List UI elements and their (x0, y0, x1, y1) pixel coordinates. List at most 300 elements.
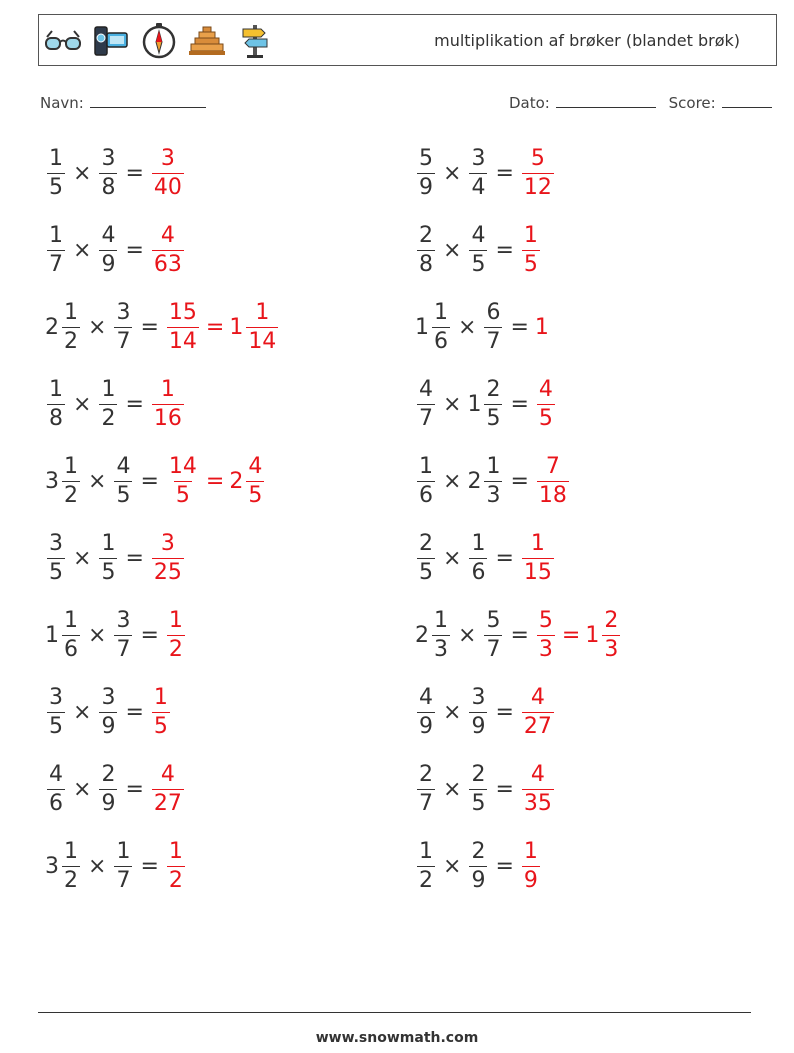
operand-a-denominator: 7 (419, 790, 433, 816)
problem-item (45, 605, 187, 665)
times-sign: × (73, 776, 92, 802)
answer-mixed-denominator: 5 (248, 482, 263, 508)
operand-a-denominator: 6 (434, 328, 448, 354)
operand-a-numerator: 2 (419, 530, 433, 556)
operand-b-numerator: 4 (116, 453, 131, 479)
operand-a-numerator: 1 (64, 838, 78, 864)
problem-item (415, 605, 622, 665)
equals-sign: = (125, 699, 144, 725)
operand-a-denominator: 6 (64, 636, 78, 662)
operand-a-denominator: 7 (419, 405, 433, 431)
problem-item (415, 374, 557, 434)
times-sign: × (458, 314, 477, 340)
answer-numerator: 1 (523, 222, 538, 248)
answer-numerator: 4 (160, 222, 175, 248)
equals-sign: = (125, 391, 144, 417)
operand-b-numerator: 3 (101, 684, 116, 710)
operand-a-number (415, 761, 437, 816)
times-sign: × (88, 468, 107, 494)
answer-numerator: 3 (160, 530, 175, 556)
answer (520, 684, 556, 739)
answer-mixed-number (585, 607, 622, 662)
answer-mixed-fraction (246, 299, 278, 354)
operand-a-number (45, 761, 67, 816)
operand-b-number (112, 607, 134, 662)
operand-a-number (415, 299, 452, 354)
equals-sign: = (125, 545, 144, 571)
operand-a-numerator: 1 (64, 453, 78, 479)
operand-b-number (97, 530, 119, 585)
answer-number (520, 838, 542, 893)
operand-a-denominator: 9 (419, 174, 433, 200)
operand-a-number (45, 453, 82, 508)
operand-a-whole: 1 (45, 622, 59, 648)
operand-a-numerator: 1 (64, 299, 78, 325)
operand-b-number (467, 761, 489, 816)
answer-denominator: 27 (523, 713, 552, 739)
answer-mixed-denominator: 14 (248, 328, 277, 354)
answer (165, 838, 187, 893)
name-line[interactable] (90, 93, 206, 108)
answer-fraction (167, 453, 199, 508)
operand-b-numerator: 2 (471, 838, 486, 864)
score-line[interactable] (722, 93, 772, 108)
operand-b-denominator: 7 (116, 636, 131, 662)
answer-numerator: 4 (530, 684, 545, 710)
answer-mixed-whole: 2 (229, 468, 244, 494)
answer-numerator: 15 (168, 299, 197, 325)
operand-b-numerator: 2 (471, 761, 486, 787)
operand-b-numerator: 1 (116, 838, 131, 864)
problem-item (45, 451, 266, 511)
operand-b-number (97, 222, 119, 277)
problem-item (45, 374, 186, 434)
footer-url[interactable]: www.snowmath.com (315, 1030, 479, 1046)
answer-denominator: 15 (523, 559, 552, 585)
operand-a-fraction (47, 145, 65, 200)
pyramid-icon (187, 21, 227, 61)
answer-numerator: 1 (530, 530, 545, 556)
answer (535, 376, 557, 431)
operand-a-denominator: 2 (64, 328, 78, 354)
answer-fraction (537, 376, 555, 431)
answer-fraction (167, 607, 185, 662)
operand-b-fraction (484, 376, 502, 431)
answer-whole: 1 (534, 314, 549, 340)
operand-b-fraction (484, 453, 502, 508)
answer-number (520, 222, 542, 277)
operand-b-fraction (469, 761, 487, 816)
operand-a-numerator: 5 (419, 145, 433, 171)
answer (150, 530, 186, 585)
operand-b-numerator: 1 (101, 376, 116, 402)
operand-b-denominator: 5 (101, 559, 116, 585)
date-score-fields (509, 93, 772, 112)
problem-item (45, 528, 186, 588)
answer-numerator: 4 (160, 761, 175, 787)
answer-denominator: 9 (523, 867, 538, 893)
answer-equals-sign: = (561, 622, 581, 648)
answer (520, 838, 542, 893)
answer-number (520, 761, 556, 816)
operand-a-number (45, 607, 82, 662)
operand-a-denominator: 5 (49, 713, 63, 739)
answer-number (150, 222, 186, 277)
operand-b-number (467, 222, 489, 277)
answer (150, 376, 186, 431)
answer (165, 607, 187, 662)
equals-sign: = (495, 853, 514, 879)
problem-item (415, 528, 556, 588)
operand-b-number (467, 376, 504, 431)
answer-denominator: 18 (538, 482, 567, 508)
operand-a-numerator: 1 (49, 222, 63, 248)
problem-item (45, 759, 186, 819)
operand-a-denominator: 2 (64, 867, 78, 893)
problem-item (415, 143, 556, 203)
operand-a-denominator: 5 (49, 559, 63, 585)
answer (535, 315, 550, 340)
operand-b-number (467, 684, 489, 739)
operand-b-number (97, 376, 119, 431)
operand-a-fraction (47, 761, 65, 816)
operand-b-denominator: 5 (116, 482, 131, 508)
operand-b-denominator: 7 (486, 328, 501, 354)
answer-denominator: 2 (168, 867, 183, 893)
operand-a-fraction (417, 530, 435, 585)
operand-a-fraction (62, 453, 80, 508)
operand-b-numerator: 6 (486, 299, 501, 325)
operand-b-fraction (114, 299, 132, 354)
operand-a-denominator: 8 (419, 251, 433, 277)
answer-fraction (522, 145, 554, 200)
operand-a-denominator: 6 (419, 482, 433, 508)
operand-a-fraction (417, 838, 435, 893)
operand-a-whole: 1 (415, 314, 429, 340)
answer-fraction (522, 530, 554, 585)
answer-number (165, 607, 187, 662)
answer-numerator: 5 (530, 145, 545, 171)
operand-a-denominator: 8 (49, 405, 63, 431)
operand-a-number (45, 838, 82, 893)
operand-a-number (415, 838, 437, 893)
name-field[interactable] (40, 93, 206, 112)
times-sign: × (443, 776, 462, 802)
operand-b-fraction (469, 684, 487, 739)
answer-number (150, 145, 186, 200)
footer-divider (38, 1012, 751, 1013)
operand-a-number (415, 376, 437, 431)
name-label: Navn: (40, 94, 84, 112)
equals-sign: = (125, 776, 144, 802)
operand-a-denominator: 3 (434, 636, 448, 662)
times-sign: × (88, 622, 107, 648)
operand-a-numerator: 4 (49, 761, 63, 787)
operand-a-number (415, 530, 437, 585)
operand-a-fraction (417, 684, 435, 739)
operand-b-number (482, 607, 504, 662)
operand-b-fraction (484, 607, 502, 662)
operand-b-numerator: 3 (116, 607, 131, 633)
operand-a-fraction (47, 530, 65, 585)
operand-a-numerator: 1 (49, 376, 63, 402)
equals-sign: = (495, 545, 514, 571)
answer-denominator: 5 (175, 482, 190, 508)
operand-b-numerator: 5 (486, 607, 501, 633)
answer-number (535, 315, 550, 340)
times-sign: × (443, 853, 462, 879)
operand-b-number (467, 453, 504, 508)
times-sign: × (443, 468, 462, 494)
operand-b-fraction (469, 838, 487, 893)
operand-b-denominator: 6 (471, 559, 486, 585)
answer-numerator: 5 (538, 607, 553, 633)
answer-fraction (167, 299, 199, 354)
worksheet-title: multiplikation af brøker (blandet brøk) (434, 31, 740, 50)
operand-a-number (415, 453, 437, 508)
answer-number (165, 299, 201, 354)
operand-b-number (467, 530, 489, 585)
answer-fraction (167, 838, 185, 893)
operand-b-denominator: 7 (486, 636, 501, 662)
problem-item (45, 836, 187, 896)
answer (520, 222, 542, 277)
operand-b-number (112, 838, 134, 893)
answer-denominator: 2 (168, 636, 183, 662)
operand-a-whole: 2 (45, 314, 59, 340)
answer (165, 299, 280, 354)
times-sign: × (458, 622, 477, 648)
answer (150, 761, 186, 816)
times-sign: × (443, 237, 462, 263)
answer-number (535, 376, 557, 431)
problem-item (45, 220, 186, 280)
glasses-icon (43, 21, 83, 61)
operand-a-denominator: 7 (49, 251, 63, 277)
answer-number (150, 684, 172, 739)
problem-item (415, 759, 556, 819)
operand-a-numerator: 1 (434, 607, 448, 633)
operand-a-fraction (62, 607, 80, 662)
answer-numerator: 1 (160, 376, 175, 402)
operand-b-numerator: 1 (486, 453, 501, 479)
operand-b-number (467, 838, 489, 893)
answer-numerator: 7 (545, 453, 560, 479)
operand-b-numerator: 2 (101, 761, 116, 787)
operand-a-denominator: 2 (64, 482, 78, 508)
answer-equals-sign: = (205, 314, 225, 340)
operand-a-fraction (432, 607, 450, 662)
operand-b-whole: 1 (467, 391, 482, 417)
answer-mixed-numerator: 4 (248, 453, 263, 479)
answer-numerator: 1 (153, 684, 168, 710)
answer-denominator: 35 (523, 790, 552, 816)
operand-a-fraction (62, 838, 80, 893)
operand-a-number (45, 222, 67, 277)
answer (535, 453, 571, 508)
operand-a-denominator: 2 (419, 867, 433, 893)
operand-b-numerator: 2 (486, 376, 501, 402)
times-sign: × (88, 853, 107, 879)
answer-fraction (522, 761, 554, 816)
equals-sign: = (495, 237, 514, 263)
operand-a-fraction (417, 453, 435, 508)
answer-fraction (152, 222, 184, 277)
answer (535, 607, 622, 662)
answer-fraction (522, 222, 540, 277)
operand-b-numerator: 1 (471, 530, 486, 556)
problem-item (415, 297, 550, 357)
operand-b-numerator: 1 (101, 530, 116, 556)
operand-a-denominator: 6 (49, 790, 63, 816)
answer-mixed-number (229, 299, 280, 354)
operand-a-fraction (417, 376, 435, 431)
answer-number (165, 838, 187, 893)
answer-numerator: 1 (523, 838, 538, 864)
answer-denominator: 63 (153, 251, 182, 277)
operand-a-number (45, 684, 67, 739)
operand-b-fraction (99, 684, 117, 739)
answer-denominator: 12 (523, 174, 552, 200)
times-sign: × (73, 699, 92, 725)
operand-b-number (97, 145, 119, 200)
operand-a-numerator: 1 (49, 145, 63, 171)
icon-strip (43, 21, 275, 61)
equals-sign: = (140, 468, 159, 494)
times-sign: × (443, 699, 462, 725)
equals-sign: = (495, 160, 514, 186)
answer-number (520, 684, 556, 739)
operand-a-number (45, 299, 82, 354)
problem-item (415, 836, 542, 896)
operand-a-fraction (62, 299, 80, 354)
operand-b-denominator: 7 (116, 867, 131, 893)
answer-number (520, 145, 556, 200)
operand-b-denominator: 4 (471, 174, 486, 200)
problem-item (45, 682, 172, 742)
answer-mixed-number (229, 453, 266, 508)
answer-fraction (152, 530, 184, 585)
operand-a-fraction (417, 761, 435, 816)
answer (165, 453, 266, 508)
operand-a-numerator: 2 (419, 222, 433, 248)
equals-sign: = (510, 468, 529, 494)
operand-a-numerator: 1 (64, 607, 78, 633)
times-sign: × (73, 545, 92, 571)
answer-number (520, 530, 556, 585)
operand-b-fraction (99, 145, 117, 200)
operand-b-denominator: 3 (486, 482, 501, 508)
operand-b-fraction (469, 530, 487, 585)
equals-sign: = (125, 160, 144, 186)
answer-denominator: 5 (523, 251, 538, 277)
operand-b-numerator: 3 (471, 145, 486, 171)
operand-b-denominator: 8 (101, 174, 116, 200)
compass-icon (139, 21, 179, 61)
answer-denominator: 40 (153, 174, 182, 200)
answer-numerator: 4 (530, 761, 545, 787)
problem-item (415, 682, 556, 742)
operand-a-numerator: 3 (49, 530, 63, 556)
operand-a-numerator: 1 (419, 838, 433, 864)
answer-denominator: 5 (538, 405, 553, 431)
date-line[interactable] (556, 93, 656, 108)
equals-sign: = (140, 314, 159, 340)
answer (520, 530, 556, 585)
operand-a-denominator: 5 (49, 174, 63, 200)
equals-sign: = (140, 622, 159, 648)
operand-a-whole: 3 (45, 468, 59, 494)
operand-b-numerator: 3 (471, 684, 486, 710)
operand-b-denominator: 7 (116, 328, 131, 354)
operand-b-fraction (99, 222, 117, 277)
answer-denominator: 16 (153, 405, 182, 431)
answer-mixed-numerator: 2 (604, 607, 619, 633)
score-label: Score: (668, 94, 716, 112)
operand-b-fraction (114, 607, 132, 662)
answer (520, 145, 556, 200)
operand-a-fraction (417, 222, 435, 277)
problem-item (45, 143, 186, 203)
answer (150, 684, 172, 739)
answer-mixed-whole: 1 (585, 622, 600, 648)
times-sign: × (73, 160, 92, 186)
operand-b-number (97, 761, 119, 816)
equals-sign: = (140, 853, 159, 879)
answer-denominator: 14 (168, 328, 197, 354)
problem-item (415, 451, 571, 511)
operand-a-fraction (47, 376, 65, 431)
operand-a-numerator: 4 (419, 376, 433, 402)
answer-number (150, 761, 186, 816)
operand-a-number (415, 222, 437, 277)
problem-item (45, 297, 280, 357)
operand-b-whole: 2 (467, 468, 482, 494)
operand-b-fraction (99, 761, 117, 816)
answer-fraction (152, 761, 184, 816)
answer-mixed-fraction (602, 607, 620, 662)
operand-b-denominator: 5 (486, 405, 501, 431)
operand-a-number (415, 684, 437, 739)
answer-denominator: 27 (153, 790, 182, 816)
answer-denominator: 25 (153, 559, 182, 585)
operand-a-numerator: 4 (419, 684, 433, 710)
operand-a-denominator: 5 (419, 559, 433, 585)
answer-fraction (152, 684, 170, 739)
operand-b-denominator: 9 (101, 790, 116, 816)
answer-mixed-denominator: 3 (604, 636, 619, 662)
signpost-icon (235, 21, 275, 61)
operand-b-number (112, 453, 134, 508)
operand-b-denominator: 9 (471, 867, 486, 893)
answer-number (150, 376, 186, 431)
operand-a-whole: 3 (45, 853, 59, 879)
answer-mixed-numerator: 1 (255, 299, 270, 325)
answer-numerator: 3 (160, 145, 175, 171)
operand-b-denominator: 9 (101, 713, 116, 739)
equals-sign: = (510, 314, 529, 340)
answer-number (535, 607, 557, 662)
operand-b-fraction (114, 838, 132, 893)
operand-b-numerator: 3 (101, 145, 116, 171)
operand-a-denominator: 9 (419, 713, 433, 739)
answer-number (150, 530, 186, 585)
answer-fraction (537, 607, 555, 662)
answer-numerator: 1 (168, 607, 183, 633)
header-box (38, 14, 777, 66)
operand-b-numerator: 4 (471, 222, 486, 248)
operand-b-number (112, 299, 134, 354)
